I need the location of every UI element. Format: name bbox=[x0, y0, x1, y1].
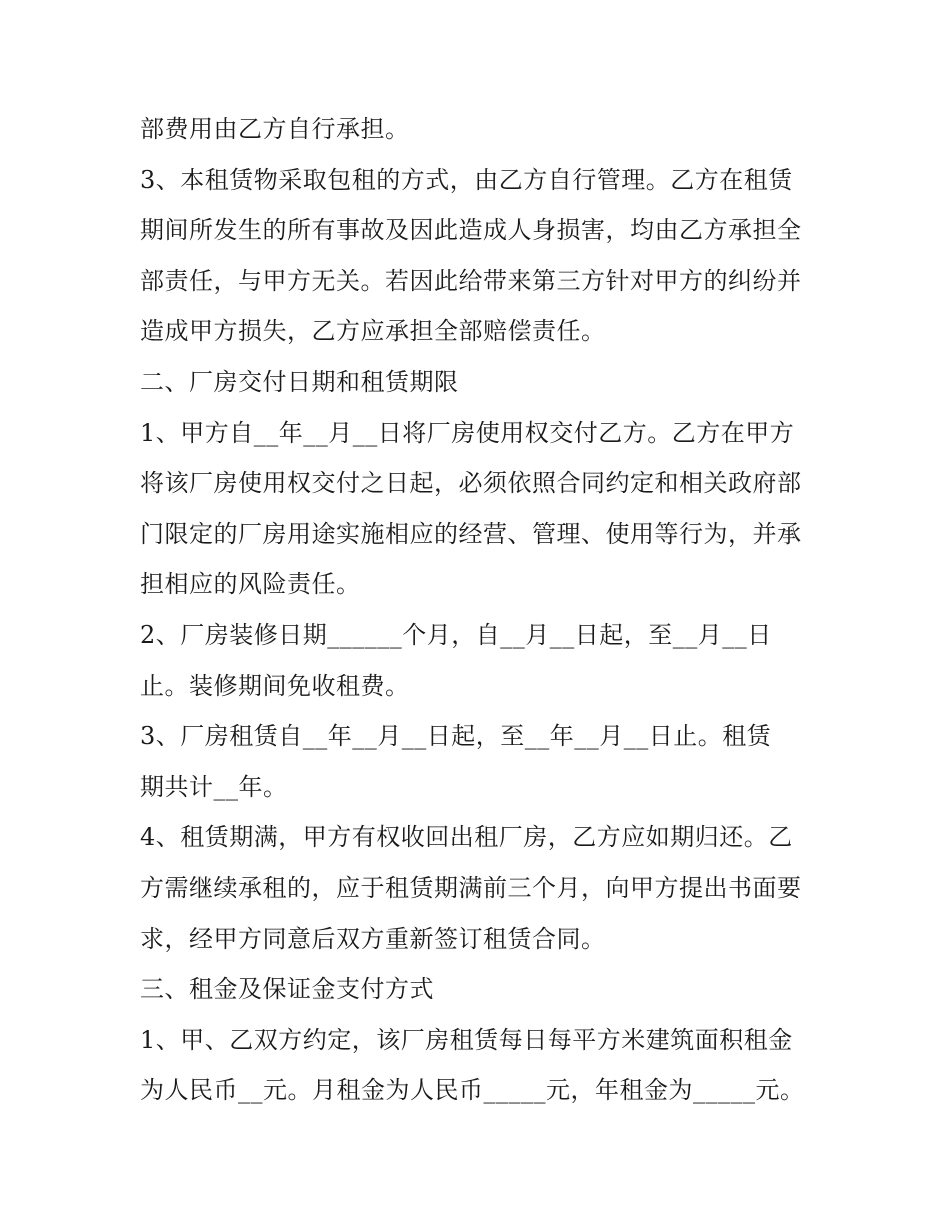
text-line: 部责任，与甲方无关。若因此给带来第三方针对甲方的纠纷并 bbox=[140, 266, 802, 295]
section-heading: 三、租金及保证金支付方式 bbox=[140, 975, 434, 1004]
text-line: 方需继续承租的，应于租赁期满前三个月，向甲方提出书面要 bbox=[140, 873, 802, 902]
text-line: 求，经甲方同意后双方重新签订租赁合同。 bbox=[140, 924, 606, 953]
text-line: 1、甲方自__年__月__日将厂房使用权交付乙方。乙方在甲方 bbox=[140, 418, 795, 447]
text-line: 3、厂房租赁自__年__月__日起，至__年__月__日止。租赁 bbox=[140, 722, 772, 751]
text-line: 部费用由乙方自行承担。 bbox=[140, 115, 410, 143]
text-line: 门限定的厂房用途实施相应的经营、管理、使用等行为，并承 bbox=[140, 519, 802, 548]
text-line: 4、租赁期满，甲方有权收回出租厂房，乙方应如期归还。乙 bbox=[140, 823, 793, 852]
text-line: 造成甲方损失，乙方应承担全部赔偿责任。 bbox=[140, 317, 606, 346]
text-line: 担相应的风险责任。 bbox=[140, 570, 361, 599]
text-line: 将该厂房使用权交付之日起，必须依照合同约定和相关政府部 bbox=[140, 469, 802, 498]
text-line: 3、本租赁物采取包租的方式，由乙方自行管理。乙方在租赁 bbox=[140, 165, 793, 194]
contract-body-text bbox=[140, 104, 820, 1116]
text-line: 止。装修期间免收租费。 bbox=[140, 671, 410, 700]
text-line: 2、厂房装修日期______个月，自__月__日起，至__月__日 bbox=[140, 620, 772, 649]
text-line: 期共计__年。 bbox=[140, 772, 288, 801]
text-line: 期间所发生的所有事故及因此造成人身损害，均由乙方承担全 bbox=[140, 216, 802, 245]
section-heading: 二、厂房交付日期和租赁期限 bbox=[140, 367, 459, 396]
text-line: 为人民币__元。月租金为人民币_____元，年租金为_____元。 bbox=[140, 1076, 805, 1105]
text-line: 1、甲、乙双方约定，该厂房租赁每日每平方米建筑面积租金 bbox=[140, 1025, 793, 1054]
